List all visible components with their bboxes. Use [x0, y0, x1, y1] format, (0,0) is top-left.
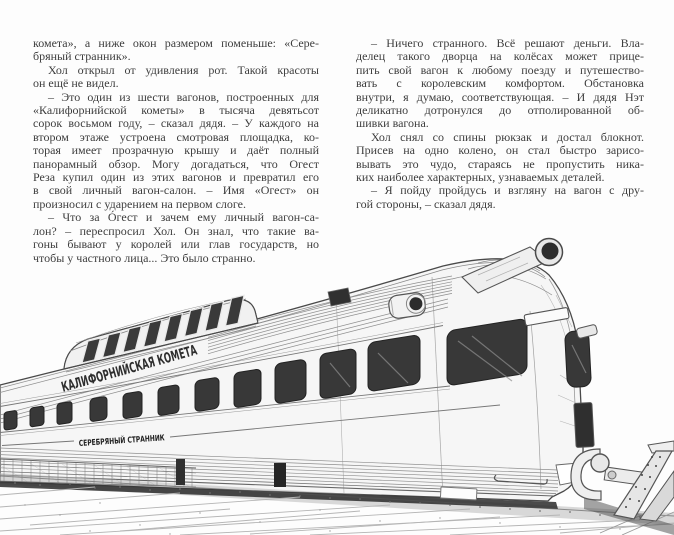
- text-line: он ещё не видел.: [33, 76, 119, 91]
- text-line: Хол снял со спины рюкзак и достал блокнот.: [371, 129, 644, 144]
- text-column-right: [356, 37, 644, 211]
- text-line: втором этаже устроена смотровая площадка, ко-: [33, 129, 319, 144]
- train-nameplate-label: СЕРЕБРЯНЫЙ СТРАННИК: [78, 430, 197, 448]
- text-line: – Что за Óгест и зачем ему личный вагон-са-: [48, 210, 319, 225]
- train-illustration: [0, 235, 674, 535]
- text-line: – Ничего странного. Всё решают деньги. Вла-: [371, 36, 644, 50]
- text-line: ких наиболее характерных, узнаваемых деталей.: [356, 170, 605, 185]
- tail-side-window: [565, 330, 592, 387]
- text-line: в свой личный вагон-салон. – Имя «Огест» он: [33, 183, 319, 198]
- text-line: чтобы у частного лица... Это было странно.: [33, 250, 256, 265]
- text-line: – Это один из шести вагонов, построенных для: [48, 89, 319, 104]
- text-line: шивки вагона.: [356, 116, 429, 131]
- text-line: лон? – переспросил Хол. Он знал, что такие ва-: [33, 223, 319, 238]
- text-line: комета», а ниже окон размером поменьше: «Сере-: [33, 36, 319, 50]
- text-line: пить свой вагон к любому поезду и путешество-: [356, 62, 644, 77]
- text-line: бряный странник».: [33, 49, 131, 64]
- text-line: панорамный обзор. Могу догадаться, что Огест: [33, 156, 319, 171]
- text-line: – Я пойду пройдусь и взгляну на вагон с дру-: [371, 183, 644, 198]
- text-column-left: [33, 37, 319, 265]
- text-line: Хол открыл от удивления рот. Такой красоты: [48, 62, 319, 77]
- text-line: деликатно дотронулся до отполированной об-: [356, 103, 644, 118]
- text-line: Присев на одно колено, он стал быстро зарисо-: [356, 143, 644, 158]
- step-box: [440, 487, 477, 500]
- text-line: делец такого дворца на колёсах может прице-: [356, 49, 644, 64]
- train-banner-label: КАЛИФОРНИЙСКАЯ КОМЕТА: [59, 317, 288, 396]
- text-line: вывать это чудо, стараясь не пропустить ника-: [356, 156, 644, 171]
- text-line: произносил с ударением на первом слоге.: [33, 196, 246, 211]
- text-line: внутри, я думаю, соответствующая. – И дядя Нэт: [356, 89, 644, 104]
- text-line: Реза купил один из этих вагонов и превратил его: [33, 170, 319, 185]
- fence-post: [176, 459, 185, 485]
- text-line: сорок восьмом году, – сказал дядя. – У каждого на: [33, 116, 319, 131]
- text-line: гоны бывают у королей или глав государств, но: [33, 237, 319, 252]
- train-illustration-svg: [0, 235, 674, 535]
- text-line: вать с королевским комфортом. Обстановка: [356, 76, 644, 91]
- tail-handle: [576, 324, 598, 339]
- line-post: [274, 463, 286, 487]
- text-line: торая имеет прозрачную крышу и даёт полный: [33, 143, 319, 158]
- text-line: гой стороны, – сказал дядя.: [356, 196, 496, 211]
- text-line: «Калифорнийской кометы» в тысяча девятьсот: [33, 103, 319, 118]
